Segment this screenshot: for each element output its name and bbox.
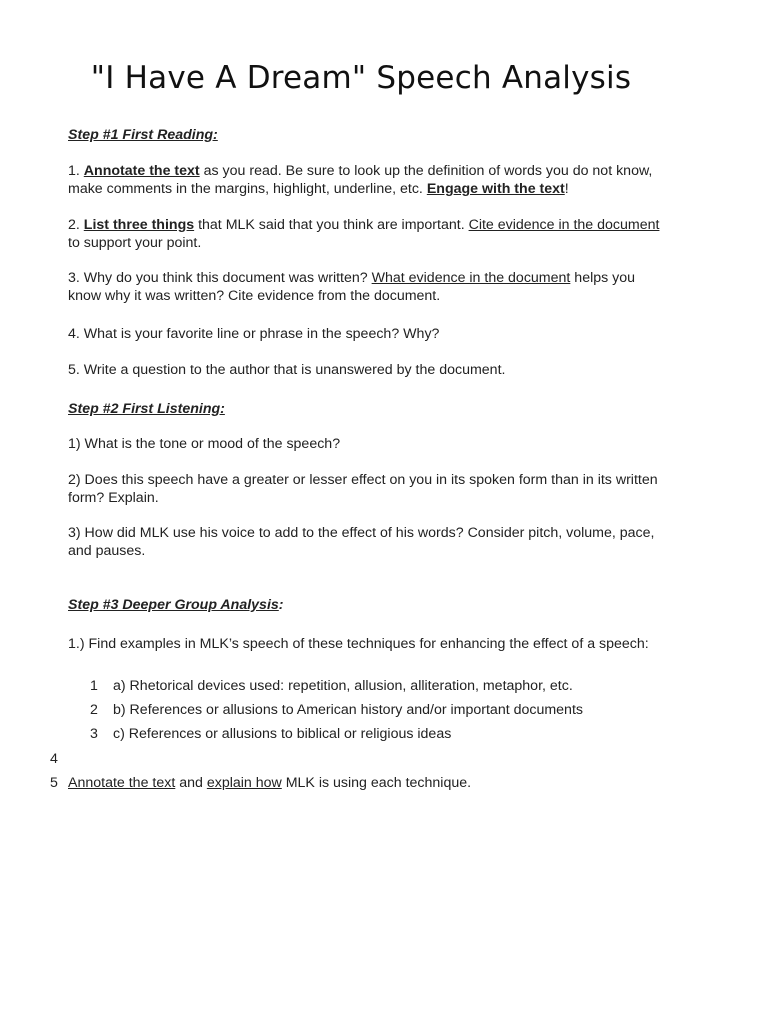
page-title: "I Have A Dream" Speech Analysis xyxy=(90,60,632,96)
bold-phrase: Annotate the text xyxy=(83,163,200,179)
underlined-phrase: What evidence in the document xyxy=(371,270,571,286)
item-text: MLK is using each technique. xyxy=(281,775,472,791)
bold-phrase: List three things xyxy=(83,217,195,233)
sub-item-text: c) References or allusions to biblical or religious ideas xyxy=(113,726,452,742)
step3-heading-colon: : xyxy=(278,597,284,613)
item-text: ! xyxy=(564,181,569,197)
step3-heading-text: Step #3 Deeper Group Analysis xyxy=(68,597,279,613)
list-number-5: 5 xyxy=(50,775,58,791)
step2-item-3: 3) How did MLK use his voice to add to the effect of his words? Consider pitch, volume, pace, and pauses. xyxy=(68,525,655,559)
step2-item-1: 1) What is the tone or mood of the speech? xyxy=(68,436,341,452)
sub-item-text: b) References or allusions to American history and/or important documents xyxy=(113,702,583,718)
bold-phrase: Engage with the text xyxy=(426,181,565,197)
item-text: and xyxy=(175,775,207,791)
step1-item-4: 4. What is your favorite line or phrase in the speech? Why? xyxy=(68,326,440,342)
sub-item-number: 2 xyxy=(90,702,98,718)
step3-item-1: 1.) Find examples in MLK’s speech of these techniques for enhancing the effect of a speech: xyxy=(68,636,649,652)
item-number: 2. xyxy=(68,217,84,233)
step1-item-1 xyxy=(68,162,668,198)
underlined-phrase: explain how xyxy=(206,775,282,791)
list-number-4: 4 xyxy=(50,751,58,767)
item-text: 3. Why do you think this document was written? xyxy=(68,270,372,286)
sub-list-item xyxy=(90,677,573,695)
step1-heading: Step #1 First Reading: xyxy=(68,127,218,143)
underlined-phrase: Cite evidence in the document xyxy=(468,217,660,233)
sub-item-number: 3 xyxy=(90,726,98,742)
item-number: 1. xyxy=(68,163,84,179)
sub-item-text: a) Rhetorical devices used: repetition, allusion, alliteration, metaphor, etc. xyxy=(113,678,573,694)
sub-item-number: 1 xyxy=(90,678,98,694)
item-text: that MLK said that you think are important. xyxy=(194,217,469,233)
item-text: helps you know why it was written? Cite evidence from the document. xyxy=(68,270,636,304)
item-text: to support your point. xyxy=(68,235,202,251)
sub-list-item xyxy=(90,725,451,743)
step1-item-5: 5. Write a question to the author that is unanswered by the document. xyxy=(68,362,506,378)
underlined-phrase: Annotate the text xyxy=(68,775,176,791)
step1-item-2 xyxy=(68,216,668,252)
sub-list-item xyxy=(90,701,583,719)
step2-heading: Step #2 First Listening: xyxy=(68,401,225,417)
item-text: as you read. Be sure to look up the definition of words you do not know, make comments in the margins, highlight, underline, etc. xyxy=(68,163,653,197)
step3-final-instruction xyxy=(68,774,668,792)
step2-item-2: 2) Does this speech have a greater or lesser effect on you in its spoken form than in its written form? Explain. xyxy=(68,472,658,506)
step1-item-3 xyxy=(68,269,668,305)
step3-heading xyxy=(68,596,668,614)
